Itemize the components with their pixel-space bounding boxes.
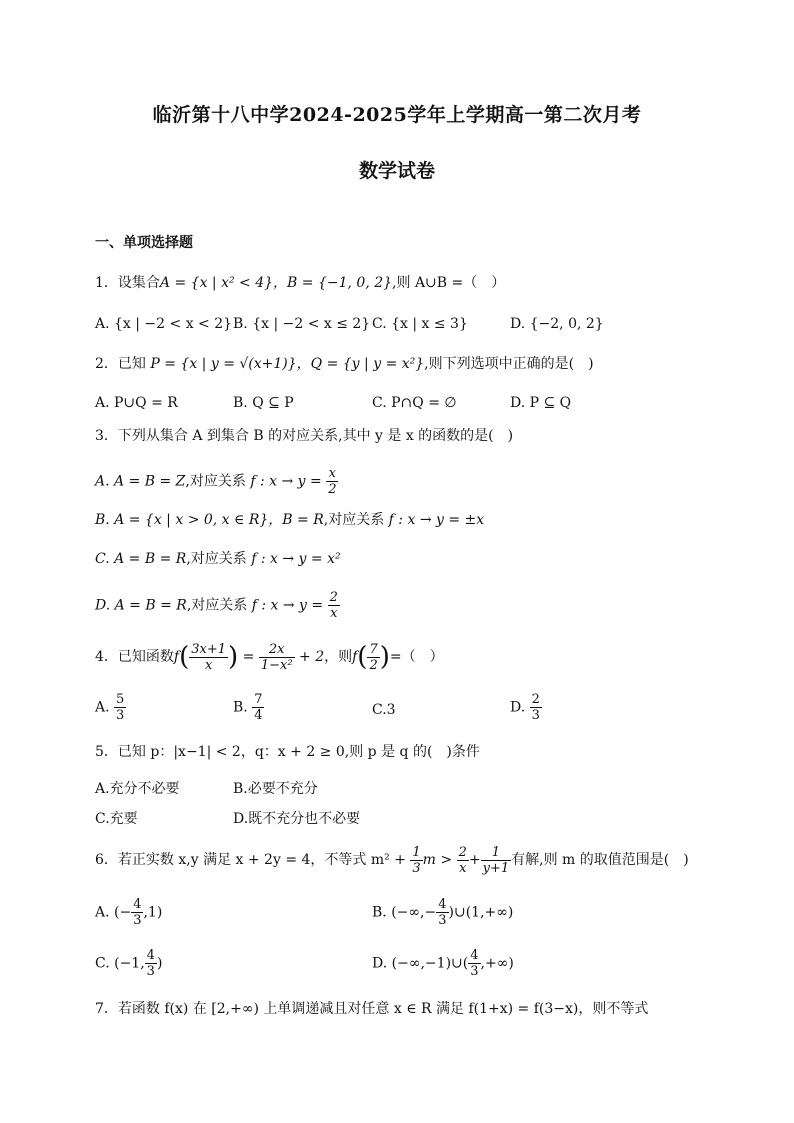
option-c[interactable]: [95, 549, 341, 569]
question-number: 5．: [95, 744, 118, 760]
question-5: [95, 742, 480, 762]
option-map: f : x → y =: [250, 473, 322, 490]
exam-subtitle: 数学试卷: [358, 160, 435, 182]
option-a[interactable]: A. (− $\frac{4}{3}$ ,1): [95, 897, 163, 928]
question-stem-prefix: 已知函数: [117, 649, 174, 665]
option-map: f : x → y =: [251, 597, 324, 614]
exam-title: 临沂第十八中学2024-2025学年上学期高一第二次月考: [152, 104, 642, 126]
fraction: $\frac{2}{3}$: [531, 692, 540, 723]
fraction: $\frac{2}{x}$: [458, 844, 467, 876]
fraction: $\frac{7}{2}$: [369, 641, 378, 673]
option-d[interactable]: D. P ⊆ Q: [510, 395, 572, 411]
option-c[interactable]: C. (−1, $\frac{4}{3}$ ): [95, 948, 163, 979]
fraction: $\frac{4}{3}$: [438, 897, 447, 928]
option-head: D. A = B = R: [95, 597, 187, 614]
option-head: C. A = B = R: [95, 551, 187, 567]
option-b[interactable]: B. (−∞,− $\frac{4}{3}$ )∪(1,+∞): [372, 897, 514, 928]
option-a[interactable]: [95, 466, 338, 497]
set-b: ，B = {−1, 0, 2}: [273, 275, 393, 291]
question-number: 7．: [95, 1001, 118, 1017]
option-map: f : x → y = x²: [251, 551, 341, 567]
section-heading: 一、单项选择题: [95, 235, 193, 251]
fraction: $\frac{2}{x}$: [329, 590, 338, 621]
question-stem: 已知 p：|x−1| < 2，q：x + 2 ≥ 0,则 p 是 q 的( )条件: [117, 744, 480, 760]
option-head: B. A = {x | x > 0, x ∈ R}，B = R: [95, 512, 324, 528]
fraction: $\frac{1}{y+1}$: [482, 844, 510, 876]
option-head: A. A = B = Z: [95, 473, 186, 490]
option-b[interactable]: [95, 510, 484, 530]
question-number: 4．: [95, 649, 118, 665]
option-a[interactable]: A. P∪Q = R: [95, 395, 178, 411]
option-a[interactable]: A.充分不必要: [95, 781, 180, 797]
option-relation: ,对应关系: [185, 473, 246, 490]
question-stem: 下列从集合 A 到集合 B 的对应关系,其中 y 是 x 的函数的是( ): [117, 428, 514, 444]
option-d[interactable]: [95, 590, 340, 621]
option-c[interactable]: C. P∩Q = ∅: [372, 395, 457, 411]
option-relation: ,对应关系: [186, 597, 248, 614]
question-1: [95, 273, 505, 293]
fraction: $\frac{2x}{\text{1−x²}}$: [260, 641, 293, 673]
fraction: $\frac{4}{3}$: [470, 948, 479, 979]
fraction: $\frac{3x+1}{x}$: [191, 641, 227, 673]
fraction: $\frac{4}{3}$: [146, 948, 155, 979]
question-stem-suffix: ,则 A∪B =（ ）: [392, 275, 506, 291]
option-a[interactable]: A. $\frac{5}{3}$: [95, 692, 125, 723]
fraction: $\frac{5}{3}$: [116, 692, 125, 723]
question-stem: 若函数 f(x) 在 [2,+∞) 上单调递减且对任意 x ∈ R 满足 f(1+x) = f(3−x)，则不等式: [117, 1001, 649, 1017]
option-b[interactable]: B. $\frac{7}{4}$: [233, 692, 263, 723]
question-stem-prefix: 已知: [117, 356, 146, 372]
fraction: $\frac{4}{3}$: [133, 897, 142, 928]
fraction: $\frac{1}{3}$: [412, 844, 421, 876]
question-4: 4．已知函数f( $\frac{3x+1}{x}$ ) = $\frac{2x}{\text{1−x²}}$ + 2，则f( $\frac{7}{2}$ )=（ ）: [95, 641, 444, 673]
question-stem-prefix: 设集合: [117, 275, 160, 291]
option-b[interactable]: B. {x | −2 < x ≤ 2}: [233, 316, 371, 332]
question-stem-suffix: ,则下列选项中正确的是( ): [424, 356, 594, 372]
question-7: [95, 999, 648, 1019]
fraction: $\frac{x}{2}$: [328, 466, 337, 497]
option-relation: ,对应关系: [323, 512, 385, 528]
option-relation: ,对应关系: [186, 551, 247, 567]
option-b[interactable]: B.必要不充分: [233, 781, 318, 797]
question-stem-suffix: 有解,则 m 的取值范围是( ): [511, 852, 689, 868]
question-6: 6．若正实数 x,y 满足 x + 2y = 4，不等式 m² + $\frac{1}{3}$ m > $\frac{2}{x}$ + $\frac{1}{y+1}$ 有解,则 m 的取值范围是( ): [95, 844, 689, 876]
option-c[interactable]: C.充要: [95, 811, 138, 827]
option-d[interactable]: D. {−2, 0, 2}: [510, 316, 604, 332]
option-d[interactable]: D. (−∞,−1)∪( $\frac{4}{3}$ ,+∞): [372, 948, 514, 979]
option-d[interactable]: D.既不充分也不必要: [233, 811, 361, 827]
option-c[interactable]: C.3: [372, 702, 396, 718]
option-c[interactable]: C. {x | x ≤ 3}: [372, 316, 468, 332]
sets-p-q: P = {x | y = √(x+1)}，Q = {y | y = x²}: [150, 356, 425, 372]
question-3: [95, 426, 513, 446]
option-d[interactable]: D. $\frac{2}{3}$: [510, 692, 540, 723]
question-number: 3．: [95, 428, 118, 444]
option-b[interactable]: B. Q ⊆ P: [233, 395, 294, 411]
fraction: $\frac{7}{4}$: [254, 692, 263, 723]
set-a: A = {x | x² < 4}: [159, 275, 274, 291]
question-number: 2．: [95, 356, 118, 372]
question-number: 1．: [95, 275, 118, 291]
option-a[interactable]: A. {x | −2 < x < 2}: [95, 316, 233, 332]
option-map: f : x → y = ±x: [388, 512, 485, 528]
question-2: [95, 354, 594, 374]
question-number: 6．: [95, 852, 118, 868]
question-stem-prefix: 若正实数 x,y 满足 x + 2y = 4，不等式 m² +: [117, 852, 406, 868]
